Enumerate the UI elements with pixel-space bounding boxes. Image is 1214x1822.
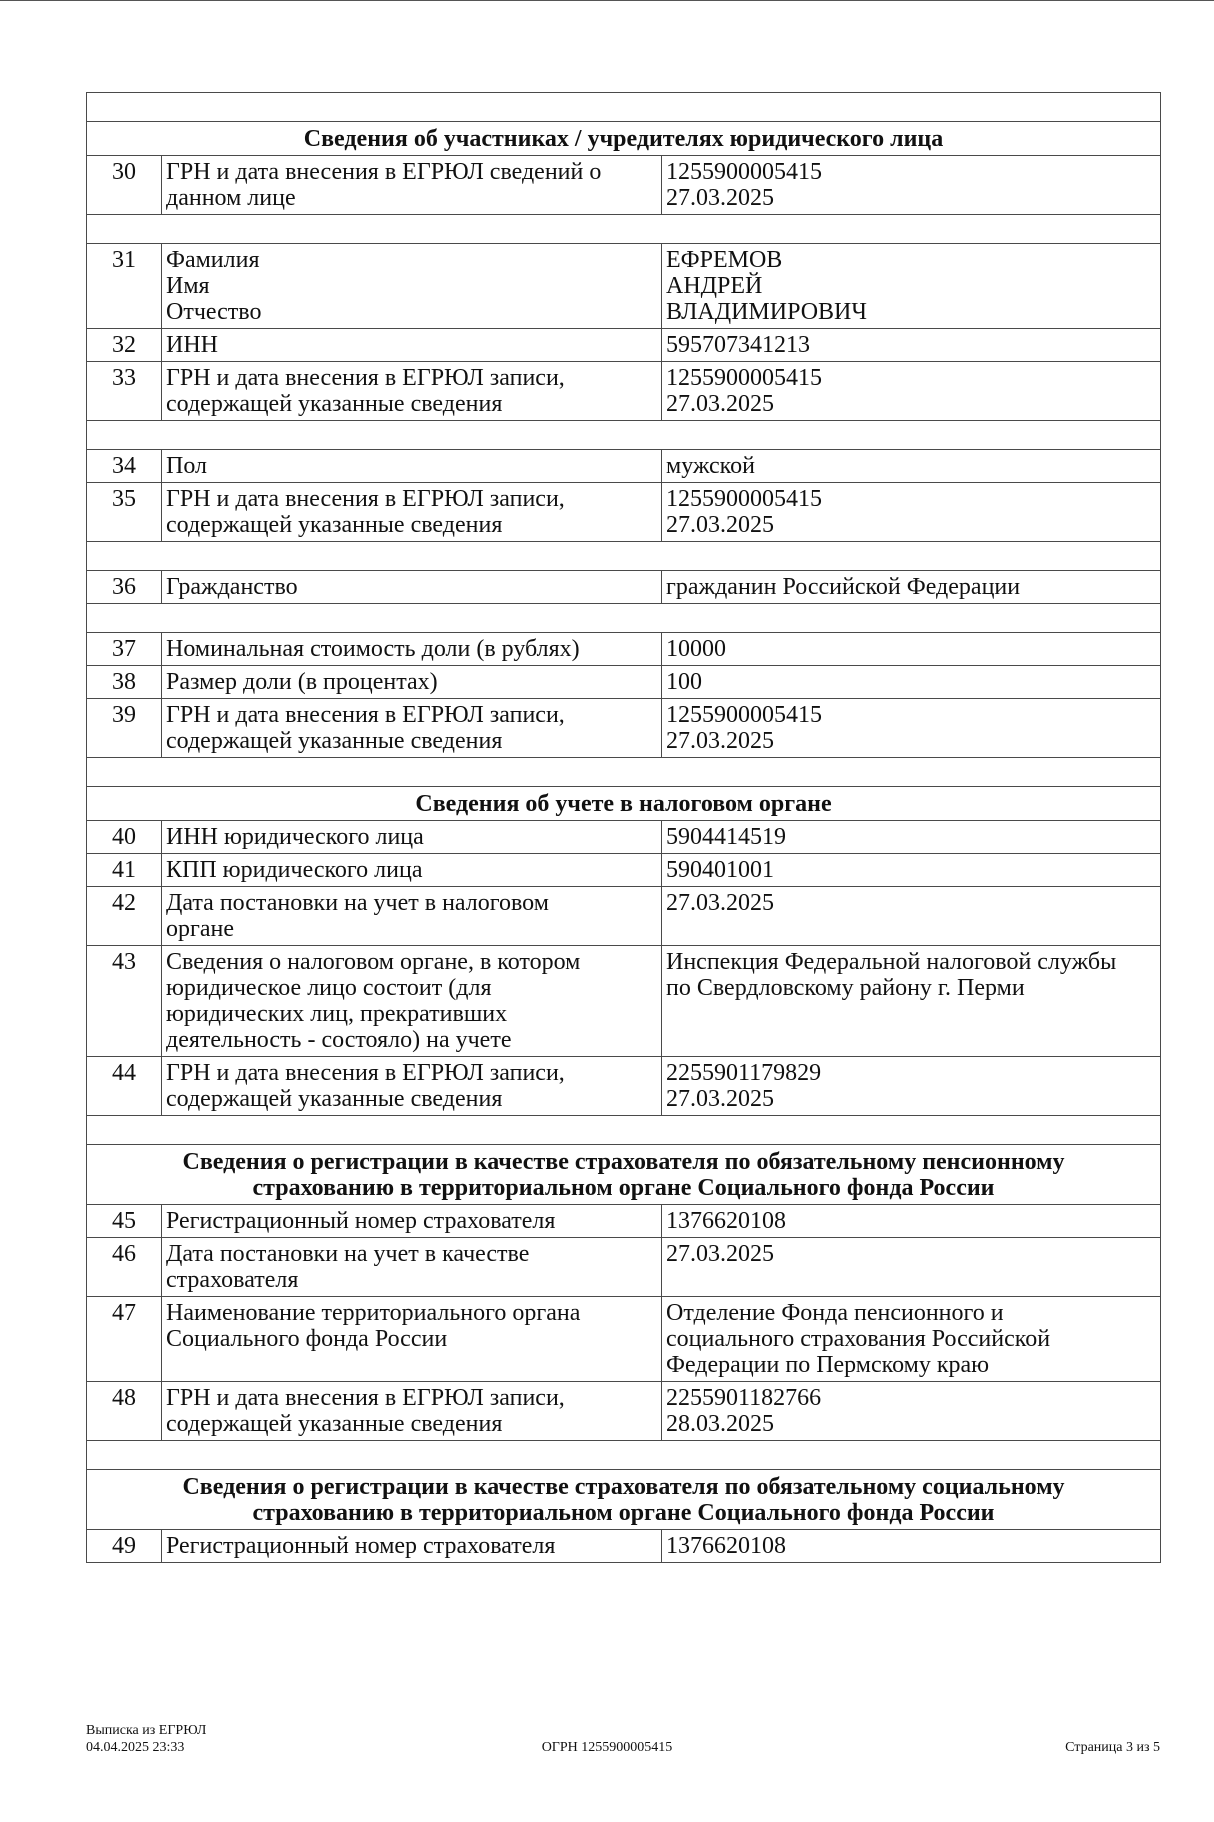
field-label: Фамилия Имя Отчество: [162, 244, 662, 329]
table-row: [87, 854, 1161, 887]
spacer-cell: [87, 1116, 1161, 1145]
spacer-cell: [87, 758, 1161, 787]
egrul-table: [86, 92, 1161, 1563]
field-label: ГРН и дата внесения в ЕГРЮЛ записи, содержащей указанные сведения: [162, 362, 662, 421]
spacer-cell: [87, 1441, 1161, 1470]
table-row: [87, 362, 1161, 421]
field-value: 5904414519: [662, 821, 1161, 854]
field-label: ИНН: [162, 329, 662, 362]
footer-datetime: 04.04.2025 23:33: [86, 1740, 185, 1755]
field-value: 1255900005415 27.03.2025: [662, 483, 1161, 542]
row-number: 42: [87, 887, 162, 946]
row-number: 34: [87, 450, 162, 483]
row-number: 44: [87, 1057, 162, 1116]
table-row: [87, 887, 1161, 946]
table-row: [87, 666, 1161, 699]
section-header-row: [87, 787, 1161, 821]
table-row: [87, 946, 1161, 1057]
field-value: 27.03.2025: [662, 1238, 1161, 1297]
field-value: ЕФРЕМОВ АНДРЕЙ ВЛАДИМИРОВИЧ: [662, 244, 1161, 329]
field-value: 27.03.2025: [662, 887, 1161, 946]
spacer-cell: [87, 421, 1161, 450]
field-label: Регистрационный номер страхователя: [162, 1205, 662, 1238]
field-value: Инспекция Федеральной налоговой службы по Свердловскому району г. Перми: [662, 946, 1161, 1057]
section-header-row: [87, 122, 1161, 156]
spacer-row: [87, 1441, 1161, 1470]
field-value: 1255900005415 27.03.2025: [662, 156, 1161, 215]
section-header-row: [87, 1145, 1161, 1205]
spacer-cell: [87, 604, 1161, 633]
row-number: 36: [87, 571, 162, 604]
row-number: 46: [87, 1238, 162, 1297]
field-label: Дата постановки на учет в налоговом органе: [162, 887, 662, 946]
field-label: ГРН и дата внесения в ЕГРЮЛ записи, содержащей указанные сведения: [162, 1382, 662, 1441]
spacer-cell: [87, 542, 1161, 571]
field-label: Размер доли (в процентах): [162, 666, 662, 699]
field-label: Номинальная стоимость доли (в рублях): [162, 633, 662, 666]
spacer-row: [87, 1116, 1161, 1145]
row-number: 40: [87, 821, 162, 854]
field-value: 100: [662, 666, 1161, 699]
field-label: Гражданство: [162, 571, 662, 604]
field-label: Дата постановки на учет в качестве страхователя: [162, 1238, 662, 1297]
field-value: 2255901179829 27.03.2025: [662, 1057, 1161, 1116]
section-title: Сведения о регистрации в качестве страхователя по обязательному социальному страхованию в территориальном органе Социального фонда России: [87, 1470, 1161, 1530]
section-title: Сведения об учете в налоговом органе: [87, 787, 1161, 821]
egrul-table-body: [87, 93, 1161, 1563]
footer-doc-title: Выписка из ЕГРЮЛ: [86, 1723, 207, 1738]
table-row: [87, 244, 1161, 329]
field-label: Наименование территориального органа Социального фонда России: [162, 1297, 662, 1382]
field-value: гражданин Российской Федерации: [662, 571, 1161, 604]
table-row: [87, 1238, 1161, 1297]
row-number: 37: [87, 633, 162, 666]
field-label: ГРН и дата внесения в ЕГРЮЛ записи, содержащей указанные сведения: [162, 483, 662, 542]
row-number: 33: [87, 362, 162, 421]
field-label: ГРН и дата внесения в ЕГРЮЛ записи, содержащей указанные сведения: [162, 1057, 662, 1116]
footer-page-number: Страница 3 из 5: [1065, 1740, 1160, 1755]
section-header-row: [87, 1470, 1161, 1530]
field-label: ГРН и дата внесения в ЕГРЮЛ сведений о данном лице: [162, 156, 662, 215]
row-number: 31: [87, 244, 162, 329]
top-border-line: [0, 0, 1214, 1]
table-row: [87, 1382, 1161, 1441]
row-number: 30: [87, 156, 162, 215]
field-value: 595707341213: [662, 329, 1161, 362]
field-value: 2255901182766 28.03.2025: [662, 1382, 1161, 1441]
field-label: Сведения о налоговом органе, в котором юридическое лицо состоит (для юридических лиц, прекративших деятельность - состояло) на учете: [162, 946, 662, 1057]
field-value: 590401001: [662, 854, 1161, 887]
spacer-row: [87, 758, 1161, 787]
row-number: 47: [87, 1297, 162, 1382]
table-row: [87, 1297, 1161, 1382]
footer-ogrn: ОГРН 1255900005415: [541, 1740, 673, 1755]
field-value: мужской: [662, 450, 1161, 483]
field-label: ИНН юридического лица: [162, 821, 662, 854]
field-label: Регистрационный номер страхователя: [162, 1530, 662, 1563]
spacer-row: [87, 421, 1161, 450]
row-number: 32: [87, 329, 162, 362]
field-value: 10000: [662, 633, 1161, 666]
spacer-cell: [87, 93, 1161, 122]
field-label: ГРН и дата внесения в ЕГРЮЛ записи, содержащей указанные сведения: [162, 699, 662, 758]
table-row: [87, 821, 1161, 854]
table-row: [87, 1530, 1161, 1563]
table-row: [87, 483, 1161, 542]
table-row: [87, 329, 1161, 362]
row-number: 38: [87, 666, 162, 699]
table-row: [87, 1205, 1161, 1238]
table-row: [87, 571, 1161, 604]
field-label: КПП юридического лица: [162, 854, 662, 887]
table-row: [87, 633, 1161, 666]
row-number: 49: [87, 1530, 162, 1563]
field-value: 1376620108: [662, 1530, 1161, 1563]
row-number: 43: [87, 946, 162, 1057]
table-row: [87, 699, 1161, 758]
spacer-cell: [87, 215, 1161, 244]
table-row: [87, 1057, 1161, 1116]
section-title: Сведения об участниках / учредителях юридического лица: [87, 122, 1161, 156]
field-value: 1376620108: [662, 1205, 1161, 1238]
field-value: Отделение Фонда пенсионного и социального страхования Российской Федерации по Пермскому краю: [662, 1297, 1161, 1382]
spacer-row: [87, 604, 1161, 633]
row-number: 41: [87, 854, 162, 887]
spacer-row: [87, 215, 1161, 244]
row-number: 39: [87, 699, 162, 758]
row-number: 45: [87, 1205, 162, 1238]
field-label: Пол: [162, 450, 662, 483]
row-number: 48: [87, 1382, 162, 1441]
spacer-row: [87, 542, 1161, 571]
field-value: 1255900005415 27.03.2025: [662, 699, 1161, 758]
table-row: [87, 450, 1161, 483]
spacer-row: [87, 93, 1161, 122]
table-row: [87, 156, 1161, 215]
row-number: 35: [87, 483, 162, 542]
field-value: 1255900005415 27.03.2025: [662, 362, 1161, 421]
section-title: Сведения о регистрации в качестве страхователя по обязательному пенсионному страхованию в территориальном органе Социального фонда России: [87, 1145, 1161, 1205]
